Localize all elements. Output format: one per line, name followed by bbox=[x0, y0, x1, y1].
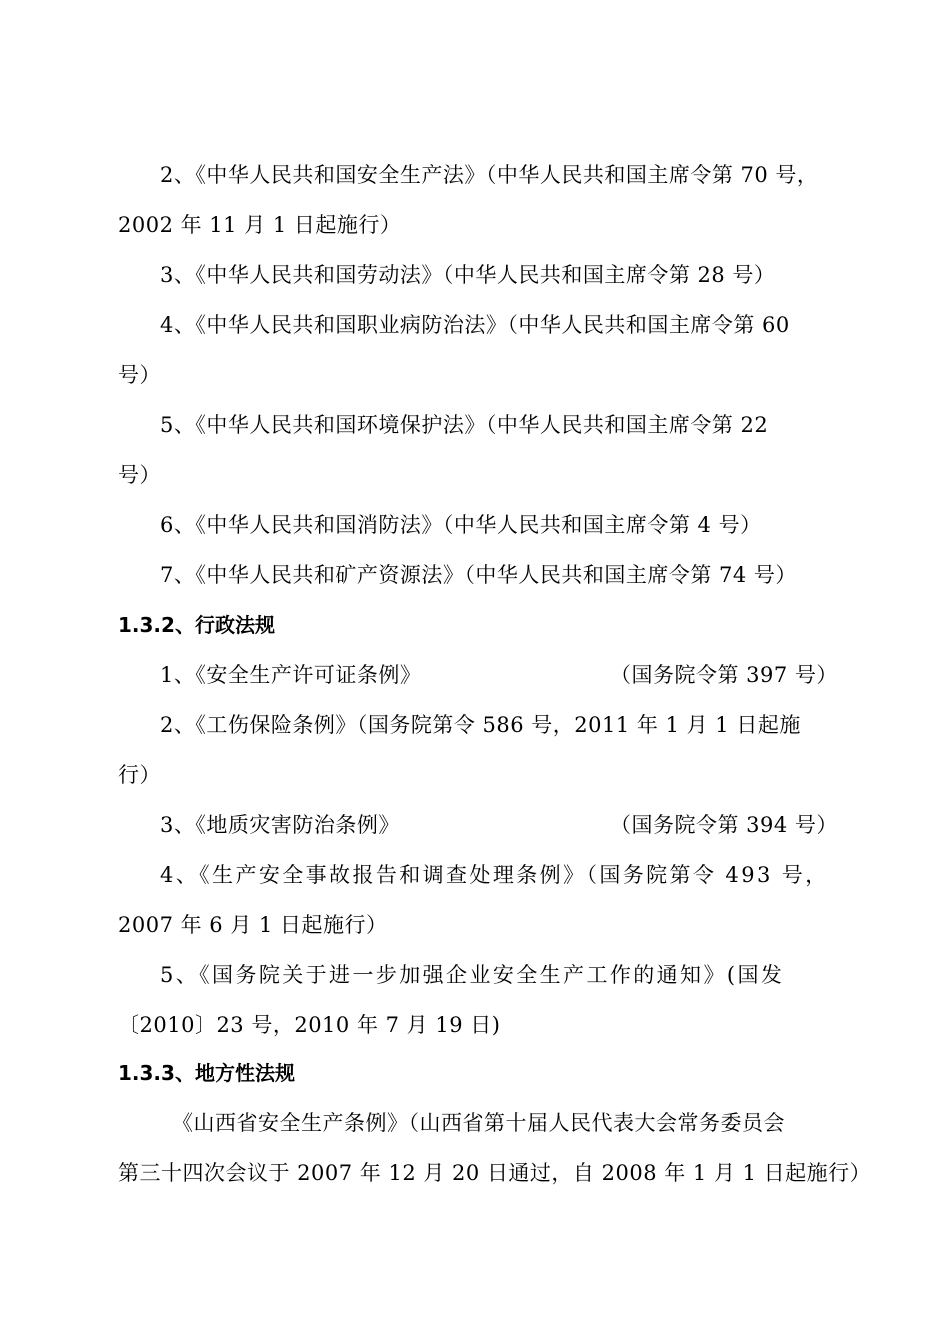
law-item-4-line-2: 号） bbox=[118, 363, 161, 387]
law-item-7: 7、《中华人民共和矿产资源法》（中华人民共和国主席令第 74 号） bbox=[160, 563, 797, 587]
regulation-item-3 bbox=[0, 810, 950, 840]
regulation-item-3-ref: （国务院令第 394 号） bbox=[610, 813, 838, 837]
section-heading-1-3-3: 1.3.3、地方性法规 bbox=[118, 1061, 295, 1085]
local-regulation-line-1: 《山西省安全生产条例》（山西省第十届人民代表大会常务委员会 bbox=[172, 1111, 785, 1135]
regulation-item-2-line-2: 行） bbox=[118, 763, 161, 787]
law-item-2-line-2: 2002 年 11 月 1 日起施行） bbox=[118, 213, 402, 237]
regulation-item-4-line-1: 4、《生产安全事故报告和调查处理条例》（国务院第令 493 号， bbox=[160, 863, 829, 887]
regulation-item-1-ref: （国务院令第 397 号） bbox=[610, 663, 838, 687]
law-item-5-line-2: 号） bbox=[118, 463, 161, 487]
law-item-6: 6、《中华人民共和国消防法》（中华人民共和国主席令第 4 号） bbox=[160, 513, 762, 537]
local-regulation-line-2: 第三十四次会议于 2007 年 12 月 20 日通过，自 2008 年 1 月 1 日起施行） bbox=[118, 1161, 872, 1185]
regulation-item-1 bbox=[0, 660, 950, 690]
section-heading-1-3-2: 1.3.2、行政法规 bbox=[118, 613, 275, 637]
regulation-item-1-title: 1、《安全生产许可证条例》 bbox=[160, 663, 422, 687]
regulation-item-5-line-1: 5、《国务院关于进一步加强企业安全生产工作的通知》(国发 bbox=[160, 963, 785, 987]
law-item-4-line-1: 4、《中华人民共和国职业病防治法》（中华人民共和国主席令第 60 bbox=[160, 313, 790, 337]
regulation-item-3-title: 3、《地质灾害防治条例》 bbox=[160, 813, 400, 837]
regulation-item-5-line-2: 〔2010〕23 号，2010 年 7 月 19 日) bbox=[118, 1013, 501, 1037]
law-item-3: 3、《中华人民共和国劳动法》（中华人民共和国主席令第 28 号） bbox=[160, 263, 776, 287]
regulation-item-2-line-1: 2、《工伤保险条例》（国务院第令 586 号，2011 年 1 月 1 日起施 bbox=[160, 713, 801, 737]
law-item-5-line-1: 5、《中华人民共和国环境保护法》（中华人民共和国主席令第 22 bbox=[160, 413, 769, 437]
regulation-item-4-line-2: 2007 年 6 月 1 日起施行） bbox=[118, 913, 388, 937]
law-item-2-line-1: 2、《中华人民共和国安全生产法》（中华人民共和国主席令第 70 号， bbox=[160, 163, 819, 187]
